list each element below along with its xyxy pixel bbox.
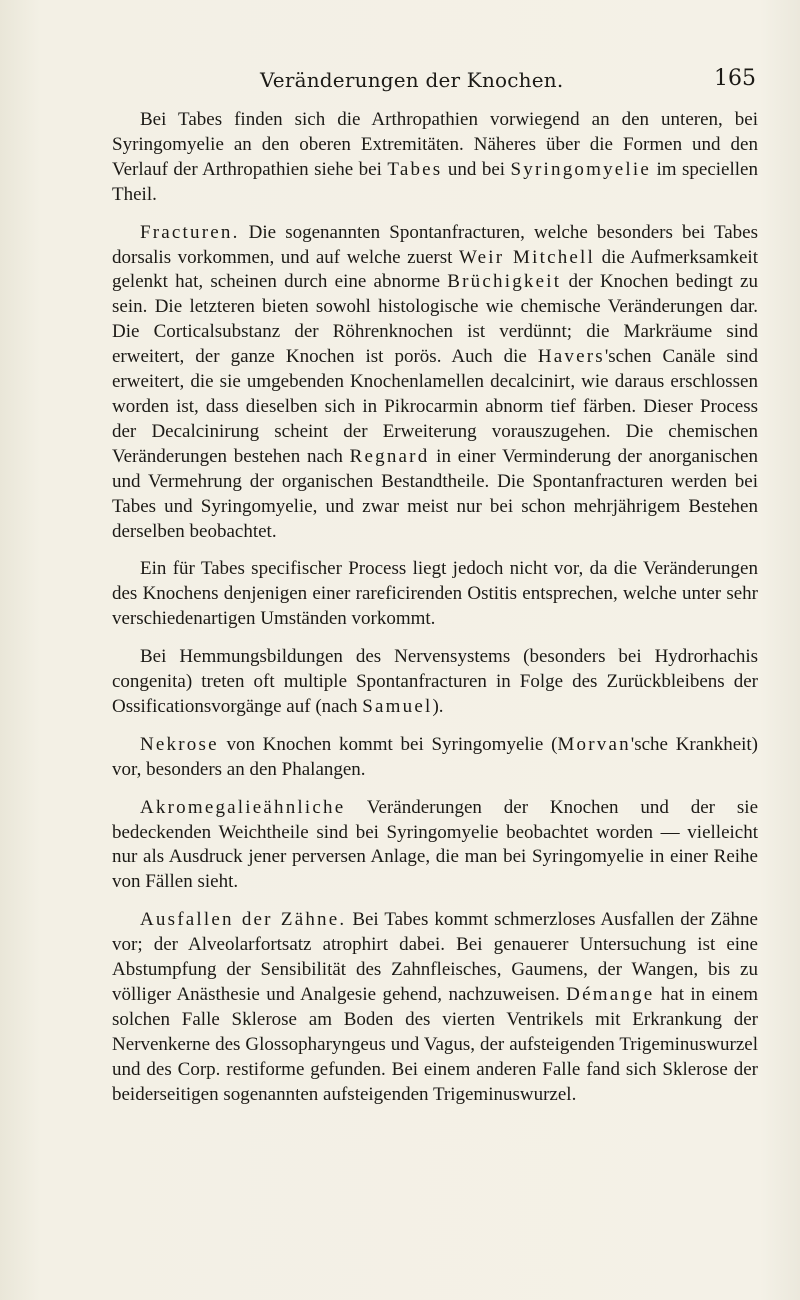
text-run: und bei <box>442 158 511 180</box>
paragraph-arthropathien <box>112 108 758 208</box>
text-run: Ein für Tabes specifischer Process liegt jedoch nicht vor, da die Veränderungen des Knochens denjenigen einer rareficirenden Ostitis entsprechen, welche unter sehr verschiedenartigen Umständen vorkommt. <box>112 558 758 630</box>
text-run: von Knochen kommt bei Syringomyelie ( <box>218 733 558 755</box>
emphasized-term: Démange <box>566 984 655 1005</box>
text-run: Bei Tabes finden sich die Arthropathien vorwiegend an den unteren, bei Syringomyelie an den oberen Extremitäten. Näheres über die Formen und den Verlauf der Arthropathien siehe bei <box>112 109 758 180</box>
emphasized-term: Regnard <box>349 445 430 467</box>
paragraph-specifischer-process <box>112 557 758 632</box>
running-title: Veränderungen der Knochen. <box>260 68 564 92</box>
emphasized-term: Fracturen. <box>140 221 240 243</box>
page-header <box>110 64 758 98</box>
text-run: 'schen Canäle sind erweitert, die sie umgebenden Knochenlamellen decalcinirt, wie daraus erschlossen worden ist, dass dieselben sich in Pikrocarmin abnorm tief färben. Dieser Process der Decalcinirung scheint der Erweiterung vorauszugehen. Die chemischen Veränderungen bestehen nach <box>112 346 758 467</box>
text-run: der Knochen bedingt zu sein. Die letzteren bieten sowohl histologische wie chemische Veränderungen dar. Die Corticalsubstanz der Röhrenknochen ist verdünnt; die Markräume sind erweitert, der ganze Knochen ist porös. Auch die <box>112 271 758 368</box>
text-run: hat in einem solchen Falle Sklerose am Boden des vierten Ventrikels mit Erkrankung der Nervenkerne des Glossopharyngeus und Vagus, der aufsteigenden Trigeminuswurzel und des Corp. restiforme gefunden. Bei einem anderen Falle fand sich Sklerose der beiderseitigen sogenannten aufsteigenden Trigeminuswurzel. <box>112 984 758 1105</box>
paragraph-nekrose <box>112 733 758 783</box>
paragraph-akromegalie <box>112 796 758 896</box>
emphasized-term: Syringomyelie <box>510 158 652 180</box>
text-run: im speciellen Theil. <box>112 158 758 205</box>
text-run: Bei Tabes kommt schmerzloses Ausfallen der Zähne vor; der Alveolarfortsatz atrophirt dabei. Bei genauerer Untersuchung ist eine Abstumpfung der Sensibilität des Zahnfleisches, Gaumens, der Wangen, bis zu völliger Anästhesie und Analgesie gehend, nachzuweisen. <box>112 909 758 1005</box>
paragraph-ausfallen-der-zaehne <box>112 908 758 1107</box>
emphasized-term: Brüchigkeit <box>447 271 562 293</box>
text-run: Bei Hemmungsbildungen des Nervensystems (besonders bei Hydrorhachis congenita) treten oft multiple Spontanfracturen in Folge des Zurückbleibens der Ossificationsvorgänge auf (nach <box>112 646 758 717</box>
emphasized-term: Ausfallen der Zähne. <box>140 909 347 931</box>
text-run: Die sogenannten Spontanfracturen, welche besonders bei Tabes dorsalis vorkommen, und auf welche zuerst <box>112 221 758 268</box>
emphasized-term: Akromegalieähnliche <box>140 796 346 818</box>
text-run: ). <box>432 695 444 717</box>
emphasized-term: Samuel <box>362 695 433 717</box>
text-run: die Aufmerksamkeit gelenkt hat, scheinen durch eine abnorme <box>112 246 758 293</box>
emphasized-term: Tabes <box>387 158 443 180</box>
text-run: Veränderungen der Knochen und der sie bedeckenden Weichtheile sind bei Syringomyelie beobachtet worden — vielleicht nur als Ausdruck jener perversen Anlage, die man bei Syringomyelie in einer Reihe von Fällen sieht. <box>112 796 758 893</box>
body-text <box>112 108 758 1121</box>
paragraph-hemmungsbildungen <box>112 645 758 720</box>
page-number: 165 <box>714 66 756 91</box>
emphasized-term: Weir Mitchell <box>459 246 595 268</box>
text-run: 'sche Krankheit) vor, besonders an den Phalangen. <box>112 733 759 780</box>
paragraph-fracturen <box>112 221 758 545</box>
emphasized-term: Morvan <box>557 733 631 755</box>
emphasized-term: Havers <box>537 346 605 368</box>
emphasized-term: Nekrose <box>140 733 219 755</box>
text-run: in einer Verminderung der anorganischen und Vermehrung der organischen Bestandtheile. Die Spontanfracturen werden bei Tabes und Syringomyelie, und zwar meist nur bei schon mehrjährigem Bestehen derselben beobachtet. <box>112 445 758 542</box>
